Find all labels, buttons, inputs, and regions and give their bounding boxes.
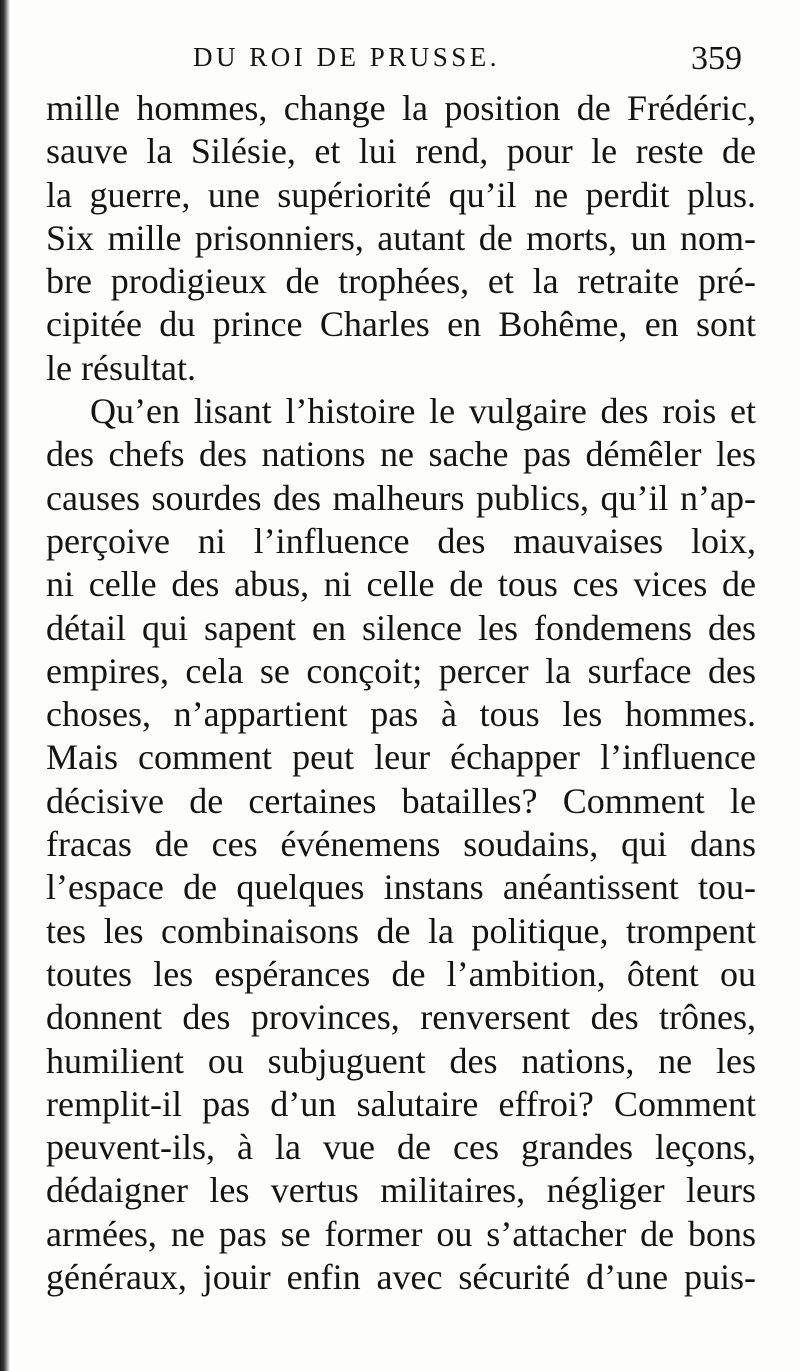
- text-line: fracas de ces événemens soudains, qui dans: [46, 824, 756, 865]
- text-line: remplit-il pas d’un salutaire effroi? Comment: [46, 1083, 756, 1124]
- text-line: Six mille prisonniers, autant de morts, un nom-: [46, 217, 756, 258]
- text-line: détail qui sapent en silence les fondemens des: [46, 607, 756, 648]
- text-line: sauve la Silésie, et lui rend, pour le reste de: [46, 131, 756, 172]
- page-binding-edge: [0, 0, 10, 1371]
- text-line: causes sourdes des malheurs publics, qu’il n’ap-: [46, 477, 756, 518]
- text-line: le résultat.: [46, 347, 196, 388]
- text-line-paragraph-start: Qu’en lisant l’histoire le vulgaire des rois et: [90, 391, 756, 432]
- page-header: [0, 40, 800, 90]
- text-line: choses, n’appartient pas à tous les hommes.: [46, 694, 756, 735]
- text-line: bre prodigieux de trophées, et la retraite pré-: [46, 261, 756, 302]
- text-line: généraux, jouir enfin avec sécurité d’une puis-: [46, 1257, 756, 1298]
- text-line: l’espace de quelques instans anéantissent tou-: [46, 867, 756, 908]
- text-line: armées, ne pas se former ou s’attacher de bons: [46, 1213, 756, 1254]
- text-line: dédaigner les vertus militaires, négliger leurs: [46, 1170, 756, 1211]
- text-line: perçoive ni l’influence des mauvaises loix,: [46, 520, 756, 561]
- text-line: empires, cela se conçoit; percer la surface des: [46, 650, 756, 691]
- text-line: tes les combinaisons de la politique, trompent: [46, 910, 756, 951]
- page-number: 359: [691, 40, 742, 77]
- text-line: cipitée du prince Charles en Bohême, en sont: [46, 304, 756, 345]
- text-line: mille hommes, change la position de Frédéric,: [46, 88, 756, 128]
- running-head: DU ROI DE PRUSSE.: [193, 42, 501, 72]
- text-line: des chefs des nations ne sache pas démêler les: [46, 434, 756, 475]
- body-text: [46, 87, 756, 1299]
- text-line: toutes les espérances de l’ambition, ôtent ou: [46, 953, 756, 994]
- text-line: décisive de certaines batailles? Comment le: [46, 780, 756, 821]
- text-line: la guerre, une supériorité qu’il ne perdit plus.: [46, 174, 756, 215]
- text-line: humilient ou subjuguent des nations, ne les: [46, 1040, 756, 1081]
- text-line: donnent des provinces, renversent des trônes,: [46, 997, 756, 1038]
- text-line: ni celle des abus, ni celle de tous ces vices de: [46, 564, 756, 605]
- text-line: Mais comment peut leur échapper l’influence: [46, 737, 756, 778]
- text-line: peuvent-ils, à la vue de ces grandes leçons,: [46, 1127, 756, 1168]
